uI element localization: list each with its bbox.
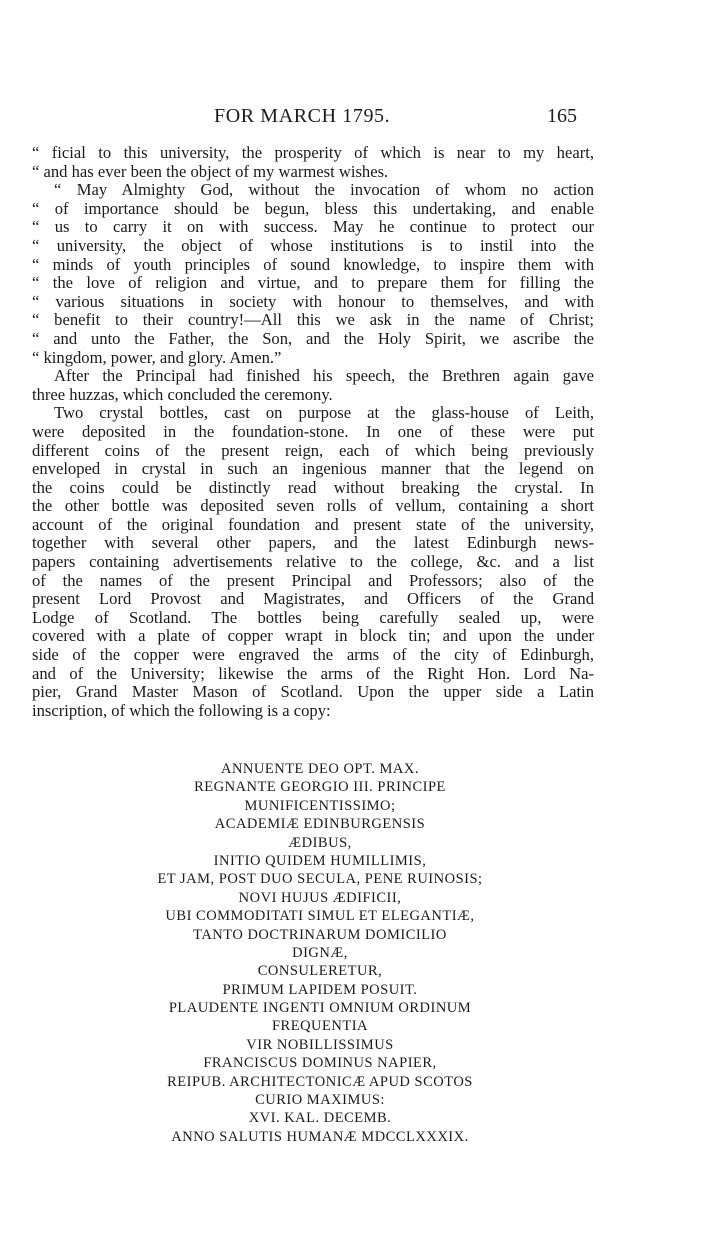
text-line: “ university, the object of whose institutions is to instil into the — [32, 236, 594, 255]
inscription-line: FRANCISCUS DOMINUS NAPIER, — [203, 1055, 437, 1072]
text-line: account of the original foundation and present state of the university, — [32, 515, 594, 534]
inscription-line: ÆDIBUS, — [288, 834, 352, 851]
text-line: side of the copper were engraved the arms of the city of Edinburgh, — [32, 646, 594, 665]
inscription-line: DIGNÆ, — [292, 944, 348, 961]
inscription-line: PRIMUM LAPIDEM POSUIT. — [222, 981, 418, 998]
body-text — [32, 144, 594, 720]
inscription-line: ET JAM, POST DUO SECULA, PENE RUINOSIS; — [157, 871, 483, 888]
latin-inscription — [100, 760, 540, 1146]
text-line: covered with a plate of copper wrapt in block tin; and upon the under — [32, 627, 594, 646]
text-line: “ benefit to their country!—All this we ask in the name of Christ; — [32, 311, 594, 330]
inscription-line: ACADEMIÆ EDINBURGENSIS — [214, 816, 426, 833]
text-line: the coins could be distinctly read without breaking the crystal. In — [32, 478, 594, 497]
text-line: “ various situations in society with honour to themselves, and with — [32, 292, 594, 311]
text-line: “ of importance should be begun, bless this undertaking, and enable — [32, 199, 594, 218]
running-title: FOR MARCH 1795. — [214, 105, 391, 127]
page-number: 165 — [547, 105, 577, 127]
text-line: papers containing advertisements relative to the college, &c. and a list — [32, 553, 594, 572]
text-line: and of the University; likewise the arms of the Right Hon. Lord Na- — [32, 664, 594, 683]
text-line: “ us to carry it on with success. May he continue to protect our — [32, 218, 594, 237]
inscription-line: ANNO SALUTIS HUMANÆ MDCCLXXXIX. — [171, 1128, 469, 1145]
inscription-line: FREQUENTIA — [271, 1018, 369, 1035]
text-line: together with several other papers, and the latest Edinburgh news- — [32, 534, 594, 553]
text-line: “ ficial to this university, the prosperity of which is near to my heart, — [32, 144, 594, 162]
text-line: enveloped in crystal in such an ingenious manner that the legend on — [32, 460, 594, 479]
inscription-line: CURIO MAXIMUS: — [255, 1092, 385, 1109]
inscription-line: ANNUENTE DEO OPT. MAX. — [220, 761, 419, 777]
text-line: were deposited in the foundation-stone. In one of these were put — [32, 422, 594, 441]
text-line: “ and unto the Father, the Son, and the Holy Spirit, we ascribe the — [32, 329, 594, 348]
text-line: different coins of the present reign, each of which being previously — [32, 441, 594, 460]
running-header — [0, 105, 721, 135]
text-line: present Lord Provost and Magistrates, and Officers of the Grand — [32, 590, 594, 609]
text-line: “ May Almighty God, without the invocation of whom no action — [54, 181, 594, 200]
text-line: “ kingdom, power, and glory. Amen.” — [32, 348, 282, 367]
text-line: Lodge of Scotland. The bottles being carefully sealed up, were — [32, 608, 594, 627]
text-line: “ and has ever been the object of my warmest wishes. — [32, 162, 389, 181]
text-line: three huzzas, which concluded the ceremony. — [32, 385, 333, 404]
inscription-line: REGNANTE GEORGIO III. PRINCIPE — [194, 779, 446, 796]
text-line: After the Principal had finished his speech, the Brethren again gave — [54, 367, 594, 386]
inscription-line: NOVI HUJUS ÆDIFICII, — [238, 889, 402, 906]
inscription-line: CONSULERETUR, — [257, 963, 383, 980]
text-line: of the names of the present Principal and Professors; also of the — [32, 571, 594, 590]
inscription-line: TANTO DOCTRINARUM DOMICILIO — [193, 926, 447, 943]
inscription-line: VIR NOBILLISSIMUS — [246, 1036, 394, 1053]
inscription-line: XVI. KAL. DECEMB. — [248, 1110, 392, 1127]
text-line: inscription, of which the following is a copy: — [32, 701, 331, 720]
text-line: pier, Grand Master Mason of Scotland. Upon the upper side a Latin — [32, 683, 594, 702]
text-line: “ the love of religion and virtue, and to prepare them for filling the — [32, 274, 594, 293]
inscription-line: UBI COMMODITATI SIMUL ET ELEGANTIÆ, — [165, 908, 475, 925]
inscription-line: MUNIFICENTISSIMO; — [244, 797, 396, 814]
inscription-line: INITIO QUIDEM HUMILLIMIS, — [213, 852, 427, 869]
inscription-line: REIPUB. ARCHITECTONICÆ APUD SCOTOS — [167, 1073, 473, 1090]
text-line: Two crystal bottles, cast on purpose at the glass-house of Leith, — [54, 404, 594, 423]
text-line: “ minds of youth principles of sound knowledge, to inspire them with — [32, 255, 594, 274]
inscription-line: PLAUDENTE INGENTI OMNIUM ORDINUM — [168, 1000, 472, 1017]
text-line: the other bottle was deposited seven rolls of vellum, containing a short — [32, 497, 594, 516]
